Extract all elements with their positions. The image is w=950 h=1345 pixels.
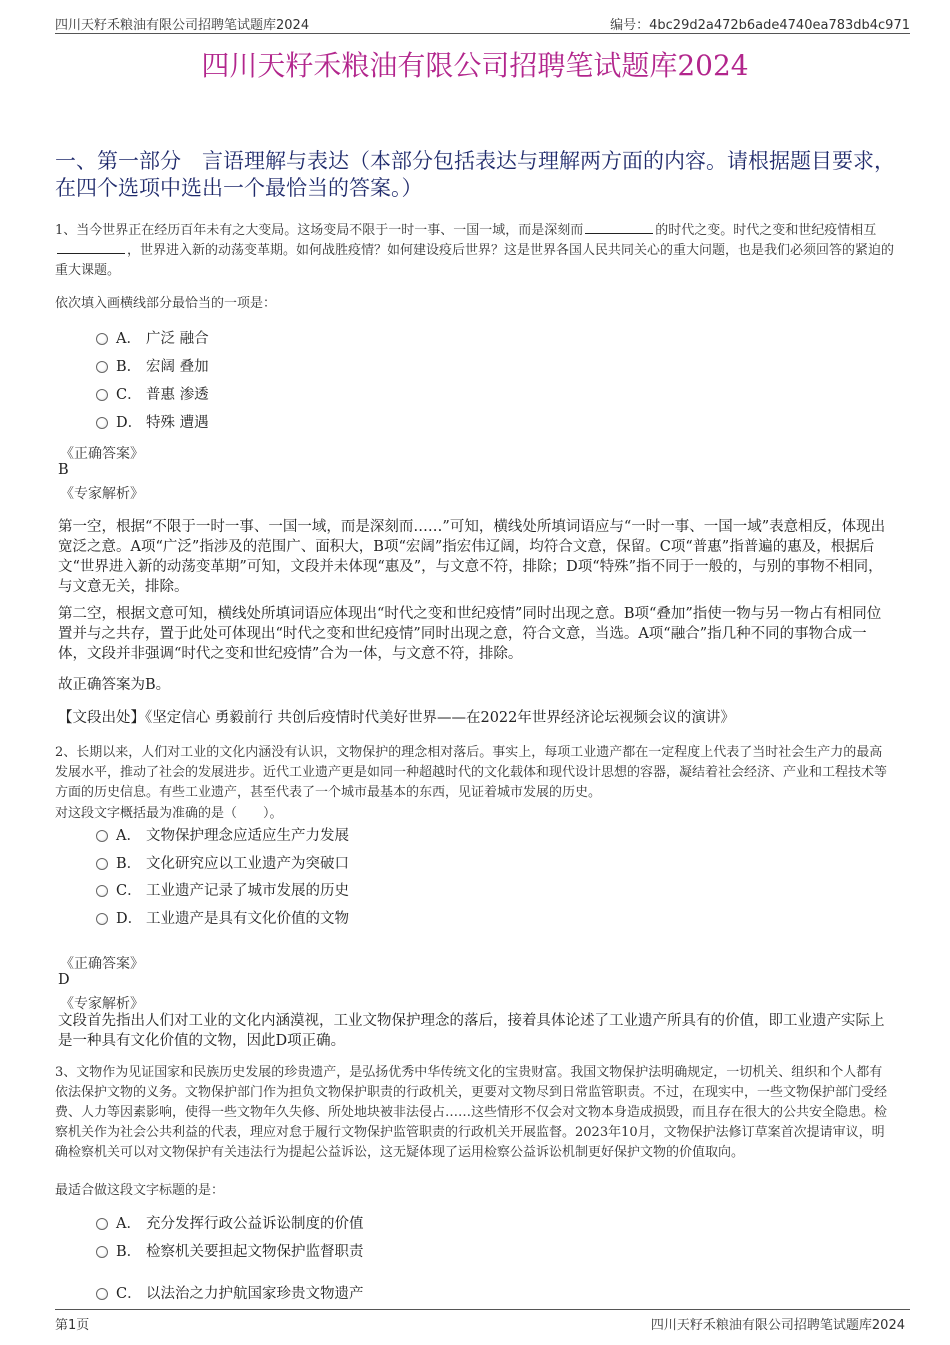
- blank-2: [57, 241, 125, 254]
- radio-icon[interactable]: [96, 1288, 108, 1300]
- q3-option-a[interactable]: A． 充分发挥行政公益诉讼制度的价值: [96, 1214, 364, 1234]
- question-1-prompt: 依次填入画横线部分最恰当的一项是：: [55, 296, 277, 311]
- q1-option-d[interactable]: D． 特殊 遭遇: [96, 413, 209, 433]
- blank-1: [585, 221, 653, 234]
- q2-option-b[interactable]: B． 文化研究应以工业遗产为突破口: [96, 854, 349, 874]
- radio-icon[interactable]: [96, 389, 108, 401]
- question-1-text: 1、当今世界正在经历百年未有之大变局。这场变局不限于一时一事、一国一域，而是深刻而 的时代之变。时代之变和世纪疫情相互 ，世界进入新的动荡变革期。如何战胜疫情？如何建设疫后世界？这是世界各国人民共同关心的重大问题，也是我们必须回答的紧迫的重大课题。: [55, 223, 895, 278]
- q2-answer: D: [58, 972, 70, 988]
- page-title: 四川天籽禾粮油有限公司招聘笔试题库2024: [201, 49, 749, 82]
- header-doc-title: 四川天籽禾粮油有限公司招聘笔试题库2024: [55, 18, 310, 33]
- q3-option-b[interactable]: B． 检察机关要担起文物保护监督职责: [96, 1242, 364, 1262]
- q2-option-c[interactable]: C． 工业遗产记录了城市发展的历史: [96, 881, 349, 901]
- radio-icon[interactable]: [96, 858, 108, 870]
- question-3-prompt: 最适合做这段文字标题的是：: [55, 1183, 225, 1198]
- radio-icon[interactable]: [96, 885, 108, 897]
- radio-icon[interactable]: [96, 1246, 108, 1258]
- q2-option-a[interactable]: A． 文物保护理念应适应生产力发展: [96, 826, 349, 846]
- radio-icon[interactable]: [96, 913, 108, 925]
- q2-analysis: 文段首先指出人们对工业的文化内涵漠视，工业文物保护理念的落后，接着具体论述了工业遗产所具有的价值，即工业遗产实际上是一种具有文化价值的文物，因此D项正确。: [58, 1013, 885, 1049]
- q1-option-b[interactable]: B． 宏阔 叠加: [96, 357, 209, 377]
- q2-analysis-label: 《专家解析》: [60, 996, 144, 1012]
- question-2-prompt: 对这段文字概括最为准确的是（ ）。: [55, 806, 283, 821]
- question-2-text: 2、长期以来，人们对工业的文化内涵没有认识，文物保护的理念相对落后。事实上，每项工业遗产都在一定程度上代表了当时社会生产力的最高发展水平，推动了社会的发展进步。近代工业遗产更是如同一种超越时代的文化载体和现代设计思想的容器，凝结着社会经济、产业和工程技术等方面的历史信息。有些工业遗产，甚至代表了一个城市最基本的东西，见证着城市发展的历史。: [55, 745, 888, 800]
- radio-icon[interactable]: [96, 361, 108, 373]
- radio-icon[interactable]: [96, 830, 108, 842]
- footer-doc-title: 四川天籽禾粮油有限公司招聘笔试题库2024: [650, 1318, 905, 1333]
- page-number: 第1页: [55, 1318, 90, 1333]
- q1-option-a[interactable]: A． 广泛 融合: [96, 329, 209, 349]
- radio-icon[interactable]: [96, 333, 108, 345]
- radio-icon[interactable]: [96, 417, 108, 429]
- radio-icon[interactable]: [96, 1218, 108, 1230]
- q1-analysis-paragraph-1: 第一空，根据“不限于一时一事、一国一域，而是深刻而……”可知，横线处所填词语应与“一时一事、一国一域”表意相反，体现出宽泛之意。A项“广泛”指涉及的范围广、面积大，B项“宏阔”指宏伟辽阔，均符合文意，保留。C项“普惠”指普遍的惠及，根据后文“世界进入新的动荡变革期”可知，文段并未体现“惠及”，与文意不符，排除；D项“特殊”指不同于一般的，与别的事物不相同，与文意无关，排除。: [58, 519, 886, 595]
- q1-analysis-paragraph-2: 第二空，根据文意可知，横线处所填词语应体现出“时代之变和世纪疫情”同时出现之意。B项“叠加”指使一物与另一物占有相同位置并与之共存，置于此处可体现出“时代之变和世纪疫情”同时出现之意，符合文意，当选。A项“融合”指几种不同的事物合成一体，文段并非强调“时代之变和世纪疫情”合为一体，与文意不符，排除。: [58, 606, 882, 662]
- q1-conclusion: 故正确答案为B。: [58, 677, 171, 693]
- q1-option-c[interactable]: C． 普惠 渗透: [96, 385, 209, 405]
- q2-answer-label: 《正确答案》: [60, 956, 144, 972]
- section-title: 一、第一部分 言语理解与表达（本部分包括表达与理解两方面的内容。请根据题目要求，在四个选项中选出一个最恰当的答案。）: [55, 149, 895, 200]
- q2-option-d[interactable]: D． 工业遗产是具有文化价值的文物: [96, 909, 349, 929]
- q1-answer: B: [58, 462, 69, 478]
- footer-divider: [55, 1309, 910, 1310]
- question-3-text: 3、文物作为见证国家和民族历史发展的珍贵遗产，是弘扬优秀中华传统文化的宝贵财富。我国文物保护法明确规定，一切机关、组织和个人都有依法保护文物的义务。文物保护部门作为担负文物保护职责的行政机关，更要对文物尽到日常监管职责。不过，在现实中，一些文物保护部门受经费、人力等因素影响，使得一些文物年久失修、所处地块被非法侵占……这些情形不仅会对文物本身造成损毁，而且存在很大的公共安全隐患。检察机关作为社会公共利益的代表，理应对怠于履行文物保护监管职责的行政机关开展监督。2023年10月，文物保护法修订草案首次提请审议，明确检察机关可以对文物保护有关违法行为提起公益诉讼，这无疑体现了运用检察公益诉讼机制更好保护文物的价值取向。: [55, 1065, 888, 1160]
- header-doc-id: 编号：4bc29d2a472b6ade4740ea783db4c971: [610, 18, 910, 33]
- q1-answer-label: 《正确答案》: [60, 446, 144, 462]
- header-divider: [55, 33, 910, 34]
- q3-option-c[interactable]: C． 以法治之力护航国家珍贵文物遗产: [96, 1284, 364, 1304]
- q1-source: 【文段出处】《坚定信心 勇毅前行 共创后疫情时代美好世界——在2022年世界经济论坛视频会议的演讲》: [58, 710, 735, 726]
- q1-analysis-label: 《专家解析》: [60, 486, 144, 502]
